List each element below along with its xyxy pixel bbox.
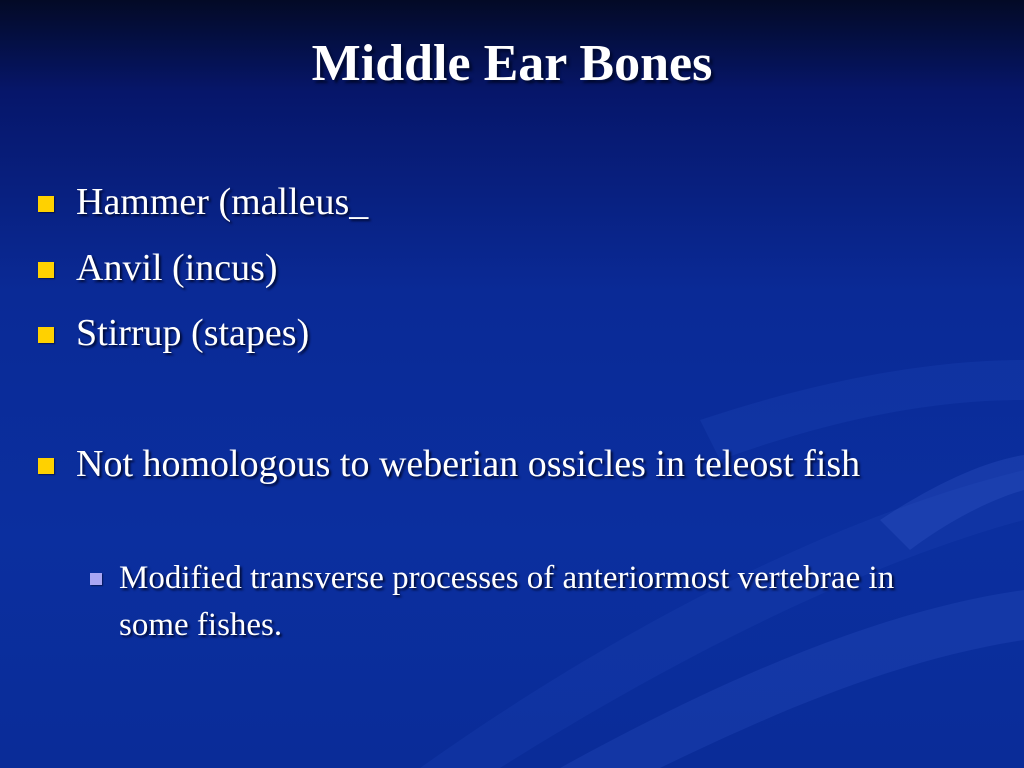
square-bullet-icon <box>38 262 54 278</box>
bullet-item-stirrup <box>76 307 956 359</box>
slide-title: Middle Ear Bones <box>311 35 713 92</box>
sub-bullet-text: Modified transverse processes of anteriormost vertebrae in some fishes. <box>119 560 895 643</box>
sub-bullet-item-modified-processes <box>119 555 919 649</box>
bullet-text: Hammer (malleus_ <box>76 181 369 223</box>
bullet-text: Not homologous to weberian ossicles in teleost fish <box>76 443 861 485</box>
bullet-text: Stirrup (stapes) <box>76 312 310 354</box>
bullet-text: Anvil (incus) <box>76 247 278 289</box>
square-bullet-icon <box>38 327 54 343</box>
square-sub-bullet-icon <box>90 573 102 585</box>
bullet-item-not-homologous <box>76 438 956 490</box>
bullet-item-hammer <box>76 176 956 228</box>
square-bullet-icon <box>38 196 54 212</box>
square-bullet-icon <box>38 458 54 474</box>
bullet-item-anvil <box>76 242 956 294</box>
